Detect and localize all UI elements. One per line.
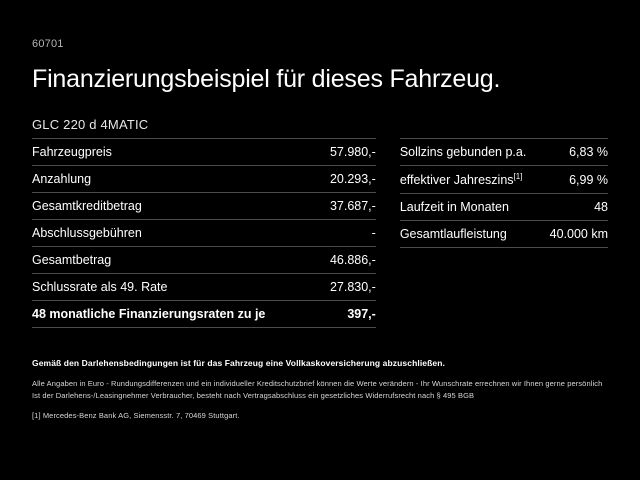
- row-label: Schlussrate als 49. Rate: [32, 279, 168, 294]
- row-value: 6,83 %: [569, 144, 608, 159]
- row-value: -: [371, 225, 376, 240]
- finance-table-left: [32, 138, 376, 328]
- row-label: Anzahlung: [32, 171, 92, 186]
- row-value: 46.886,-: [329, 252, 376, 267]
- table-row: [400, 220, 608, 248]
- legal-line-2: Ist der Darlehens-/Leasingnehmer Verbraucher, besteht nach Vertragsabschluss ein gesetzliches Widerrufsrecht nach § 495 BGB: [32, 390, 475, 400]
- row-label: Fahrzeugpreis: [32, 144, 112, 159]
- row-label: effektiver Jahreszins[1]: [399, 171, 523, 187]
- row-value: 48: [594, 199, 608, 214]
- table-row-monthly-rate: [32, 300, 376, 328]
- finance-table-right: [400, 138, 608, 248]
- row-value: 37.687,-: [329, 198, 376, 213]
- table-row: [32, 192, 376, 219]
- row-label: Abschlussgebühren: [32, 225, 142, 240]
- row-value: 6,99 %: [569, 172, 608, 187]
- table-row: [400, 138, 608, 165]
- legal-line-1: Alle Angaben in Euro - Rundungsdifferenzen und ein individueller Kreditschutzbrief können die Werte verändern - Ihr Wunschrate errechnen wir Ihnen gerne persönlich: [32, 379, 603, 388]
- finance-tables: [32, 138, 608, 328]
- table-row: [32, 273, 376, 300]
- row-label: Laufzeit in Monaten: [399, 199, 509, 214]
- table-row: [400, 165, 608, 193]
- page-title: Finanzierungsbeispiel für dieses Fahrzeug.: [32, 65, 501, 93]
- row-value: 20.293,-: [329, 171, 376, 186]
- row-label: Gesamtkreditbetrag: [32, 198, 142, 213]
- legal-disclaimer: [32, 358, 608, 420]
- table-row: [400, 193, 608, 220]
- legal-insurance-note: Gemäß den Darlehensbedingungen ist für das Fahrzeug eine Vollkaskoversicherung abzuschließen.: [32, 358, 445, 368]
- row-value: 57.980,-: [329, 144, 376, 159]
- document-id: 60701: [32, 38, 64, 50]
- footnote-marker: [1]: [513, 171, 523, 181]
- table-row: [32, 165, 376, 192]
- row-label: Gesamtlaufleistung: [399, 226, 507, 241]
- vehicle-model-label: GLC 220 d 4MATIC: [32, 116, 149, 132]
- row-value: 40.000 km: [549, 226, 608, 241]
- legal-footnote: [1] Mercedes-Benz Bank AG, Siemensstr. 7, 70469 Stuttgart.: [32, 411, 240, 421]
- row-value: 27.830,-: [329, 279, 376, 294]
- row-value: 397,-: [347, 306, 376, 321]
- row-label: Gesamtbetrag: [32, 252, 112, 267]
- row-label: 48 monatliche Finanzierungsraten zu je: [32, 306, 266, 321]
- table-row: [32, 138, 376, 165]
- table-row: [32, 246, 376, 273]
- table-row: [32, 219, 376, 246]
- row-label: Sollzins gebunden p.a.: [399, 144, 527, 159]
